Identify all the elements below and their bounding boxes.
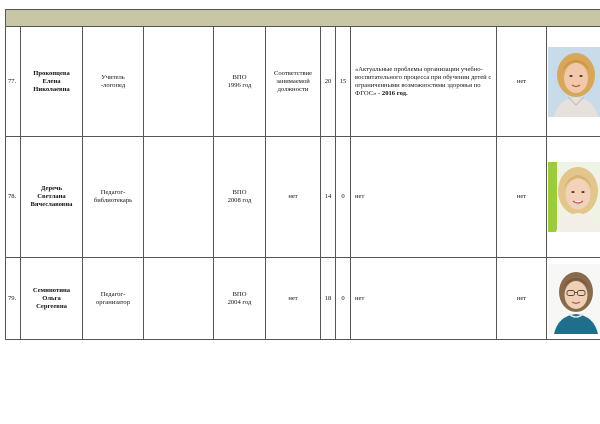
course-text: «Актуальные проблемы организации учебно-воспитательного процесса при обучении детей с ограниченными возможностями здоровья по ФГОС» - bbox=[355, 65, 492, 97]
pedagogical-experience: 15 bbox=[336, 27, 351, 137]
education bbox=[214, 258, 266, 340]
name-first: Ольга bbox=[42, 294, 61, 302]
category-line-2: занимаемой bbox=[276, 77, 310, 85]
table-row bbox=[6, 137, 600, 258]
education-year: 1996 год bbox=[227, 81, 252, 89]
qualification-category: нет bbox=[266, 137, 321, 258]
education-level: ВПО bbox=[232, 73, 247, 81]
teacher-name bbox=[21, 258, 83, 340]
portrait-photo bbox=[548, 264, 600, 334]
name-patronymic: Сергеевна bbox=[36, 302, 67, 310]
empty-cell bbox=[144, 258, 214, 340]
education bbox=[214, 27, 266, 137]
total-experience: 18 bbox=[321, 258, 336, 340]
training-courses bbox=[351, 27, 497, 137]
name-surname: Деречь bbox=[40, 185, 63, 192]
teacher-position bbox=[83, 27, 144, 137]
awards: нет bbox=[497, 258, 547, 340]
table-row bbox=[6, 258, 600, 340]
name-first: Светлана bbox=[37, 193, 66, 200]
name-first: Елена bbox=[42, 77, 61, 85]
name-surname: Прокопцева bbox=[33, 69, 70, 77]
row-number: 79. bbox=[6, 258, 21, 340]
position-line-2: организатор bbox=[95, 298, 131, 306]
course-year: 2016 год. bbox=[381, 89, 408, 97]
position-line-1: Педагог- bbox=[100, 290, 126, 298]
empty-cell bbox=[144, 137, 214, 258]
empty-cell bbox=[144, 27, 214, 137]
education-year: 2008 год bbox=[227, 197, 252, 204]
education-level: ВПО bbox=[232, 290, 247, 298]
teacher-position bbox=[83, 137, 144, 258]
name-surname: Семинотина bbox=[32, 286, 71, 294]
training-courses bbox=[351, 137, 497, 258]
course-text: нет bbox=[355, 294, 365, 302]
teacher-position bbox=[83, 258, 144, 340]
table-row bbox=[6, 27, 600, 137]
training-courses bbox=[351, 258, 497, 340]
name-patronymic: Николаевна bbox=[33, 85, 70, 93]
name-patronymic: Вячеславовна bbox=[30, 201, 73, 208]
portrait-woman-glasses-white-background-icon bbox=[548, 264, 600, 334]
position-line-1: Учитель bbox=[101, 73, 125, 81]
position-line-2: библиотекарь bbox=[93, 197, 133, 204]
qualification-category: нет bbox=[266, 258, 321, 340]
position-line-2: -логопед bbox=[100, 81, 126, 89]
row-number: 77. bbox=[6, 27, 21, 137]
teacher-name bbox=[21, 137, 83, 258]
photo-cell bbox=[547, 258, 600, 340]
portrait-photo bbox=[548, 47, 600, 117]
course-text: нет bbox=[355, 193, 365, 200]
total-experience: 14 bbox=[321, 137, 336, 258]
table-header-band bbox=[6, 10, 600, 27]
photo-cell bbox=[547, 27, 600, 137]
awards: нет bbox=[497, 137, 547, 258]
awards: нет bbox=[497, 27, 547, 137]
staff-table bbox=[5, 9, 600, 340]
qualification-category bbox=[266, 27, 321, 137]
category-line-3: должности bbox=[277, 85, 309, 93]
position-line-1: Педагог- bbox=[100, 189, 126, 196]
portrait-photo bbox=[548, 162, 600, 232]
education-year: 2004 год bbox=[227, 298, 252, 306]
education-level: ВПО bbox=[232, 189, 247, 196]
page-top-margin bbox=[0, 0, 600, 9]
pedagogical-experience: 0 bbox=[336, 258, 351, 340]
total-experience: 20 bbox=[321, 27, 336, 137]
teacher-name bbox=[21, 27, 83, 137]
category-line-1: Соответствие bbox=[273, 69, 313, 77]
row-number: 78. bbox=[6, 137, 21, 258]
portrait-blonde-woman-blue-background-icon bbox=[548, 47, 600, 117]
portrait-blonde-woman-green-background-icon bbox=[548, 162, 600, 232]
pedagogical-experience: 0 bbox=[336, 137, 351, 258]
photo-cell bbox=[547, 137, 600, 258]
header-band-cell bbox=[6, 10, 600, 27]
education bbox=[214, 137, 266, 258]
